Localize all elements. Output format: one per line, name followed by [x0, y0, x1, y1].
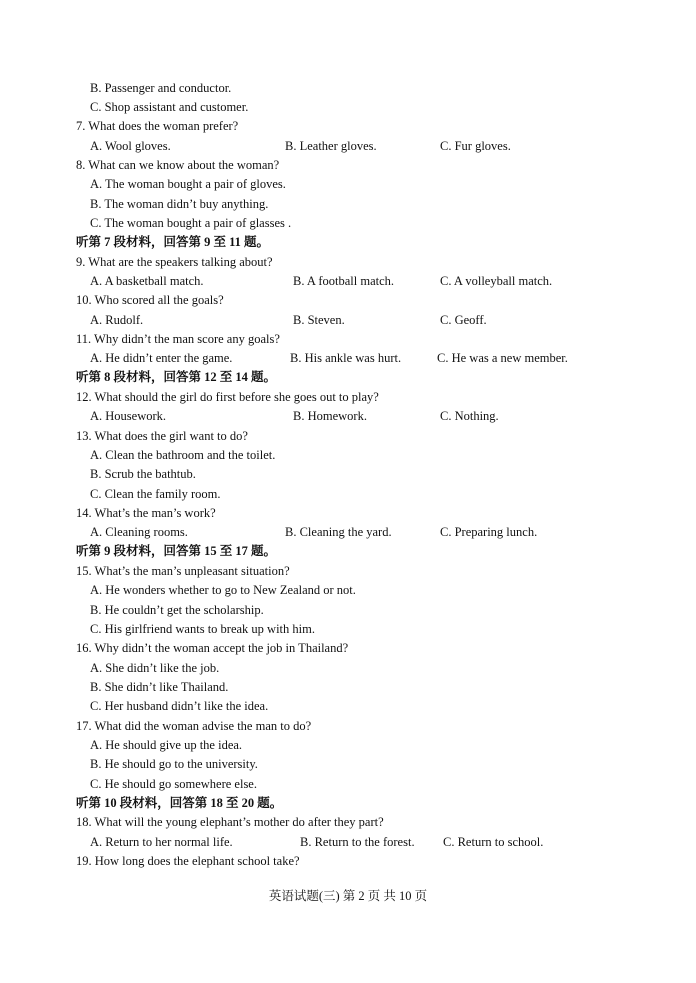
option-18b: B. Return to the forest.	[300, 835, 415, 849]
option-13b: B. Scrub the bathtub.	[90, 467, 196, 481]
option-10c: C. Geoff.	[440, 313, 487, 327]
option-6c: C. Shop assistant and customer.	[90, 100, 249, 114]
option-16c: C. Her husband didn’t like the idea.	[90, 699, 269, 713]
option-6b: B. Passenger and conductor.	[90, 81, 232, 95]
option-17b: B. He should go to the university.	[90, 757, 258, 771]
option-18c: C. Return to school.	[443, 835, 544, 849]
option-12c: C. Nothing.	[440, 409, 499, 423]
option-11c: C. He was a new member.	[437, 351, 568, 365]
option-11a: A. He didn’t enter the game.	[90, 351, 233, 365]
question-8: 8. What can we know about the woman?	[76, 158, 280, 172]
option-14c: C. Preparing lunch.	[440, 525, 538, 539]
option-15c: C. His girlfriend wants to break up with him.	[90, 622, 315, 636]
question-19: 19. How long does the elephant school take?	[76, 854, 300, 868]
option-10a: A. Rudolf.	[90, 313, 144, 327]
option-18a: A. Return to her normal life.	[90, 835, 233, 849]
option-9a: A. A basketball match.	[90, 274, 204, 288]
question-17: 17. What did the woman advise the man to do?	[76, 719, 312, 733]
question-18: 18. What will the young elephant’s mother do after they part?	[76, 815, 384, 829]
option-9b: B. A football match.	[293, 274, 395, 288]
option-13c: C. Clean the family room.	[90, 487, 221, 501]
option-16a: A. She didn’t like the job.	[90, 661, 220, 675]
section-heading-10: 听第 10 段材料，回答第 18 至 20 题。	[76, 796, 283, 810]
option-12a: A. Housework.	[90, 409, 167, 423]
option-14a: A. Cleaning rooms.	[90, 525, 188, 539]
option-7b: B. Leather gloves.	[285, 139, 377, 153]
section-heading-7: 听第 7 段材料，回答第 9 至 11 题。	[76, 235, 270, 249]
option-17a: A. He should give up the idea.	[90, 738, 243, 752]
option-15a: A. He wonders whether to go to New Zealand or not.	[90, 583, 356, 597]
question-16: 16. Why didn’t the woman accept the job in Thailand?	[76, 641, 349, 655]
option-17c: C. He should go somewhere else.	[90, 777, 257, 791]
question-15: 15. What’s the man’s unpleasant situation?	[76, 564, 290, 578]
option-16b: B. She didn’t like Thailand.	[90, 680, 229, 694]
section-heading-9: 听第 9 段材料，回答第 15 至 17 题。	[76, 544, 277, 558]
option-8a: A. The woman bought a pair of gloves.	[90, 177, 286, 191]
option-15b: B. He couldn’t get the scholarship.	[90, 603, 264, 617]
page-footer: 英语试题(三) 第 2 页 共 10 页	[268, 889, 428, 903]
question-7: 7. What does the woman prefer?	[76, 119, 239, 133]
option-11b: B. His ankle was hurt.	[290, 351, 402, 365]
option-13a: A. Clean the bathroom and the toilet.	[90, 448, 276, 462]
option-8c: C. The woman bought a pair of glasses .	[90, 216, 292, 230]
question-9: 9. What are the speakers talking about?	[76, 255, 273, 269]
option-12b: B. Homework.	[293, 409, 367, 423]
option-8b: B. The woman didn’t buy anything.	[90, 197, 269, 211]
section-heading-8: 听第 8 段材料，回答第 12 至 14 题。	[76, 370, 277, 384]
option-7a: A. Wool gloves.	[90, 139, 171, 153]
option-7c: C. Fur gloves.	[440, 139, 511, 153]
question-13: 13. What does the girl want to do?	[76, 429, 248, 443]
question-14: 14. What’s the man’s work?	[76, 506, 216, 520]
question-12: 12. What should the girl do first before she goes out to play?	[76, 390, 379, 404]
option-14b: B. Cleaning the yard.	[285, 525, 392, 539]
option-10b: B. Steven.	[293, 313, 345, 327]
question-11: 11. Why didn’t the man score any goals?	[76, 332, 280, 346]
question-10: 10. Who scored all the goals?	[76, 293, 224, 307]
option-9c: C. A volleyball match.	[440, 274, 553, 288]
